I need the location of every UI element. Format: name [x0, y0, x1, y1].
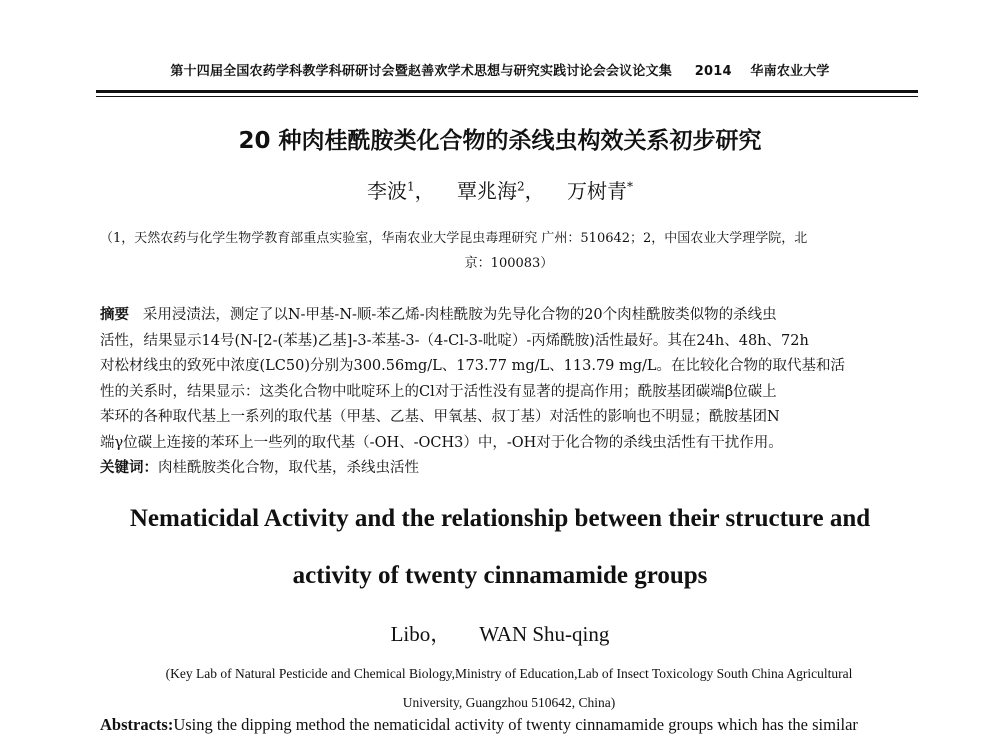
title-english [0, 505, 1000, 590]
abstract-en-line: Abstracts:Using the dipping method the nematicidal activity of twenty cinnamamide groups which has the similar [100, 715, 858, 734]
abstract-english [100, 712, 918, 737]
header-rule-thin [96, 96, 918, 97]
authors-chinese [0, 175, 1000, 204]
affiliation-en-line-1: (Key Lab of Natural Pesticide and Chemical Biology,Ministry of Education,Lab of Insect Toxicology South China Agricultural [165, 666, 853, 681]
title-en-line-1: Nematicidal Activity and the relationship between their structure and [129, 505, 871, 532]
affiliation-chinese [100, 226, 918, 276]
title-en-line-2: activity of twenty cinnamamide groups [292, 562, 708, 589]
author-cn-1: 李波$^1$， [367, 179, 435, 203]
conference-name: 第十四届全国农药学科教学科研研讨会暨赵善欢学术思想与研究实践讨论会会议论文集 [170, 64, 672, 79]
author-en-2: WAN Shu-qing [479, 622, 610, 646]
abstract-cn-line: 活性，结果显示14号(N-[2-(苯基)乙基]-3-苯基-3-（4-Cl-3-吡啶）-丙烯酰胺)活性最好。其在24h、48h、72h [100, 332, 809, 349]
keywords-cn-label: 关键词： [100, 460, 158, 476]
abstract-cn-line: 苯环的各种取代基上一系列的取代基（甲基、乙基、甲氧基、叔丁基）对活性的影响也不明显；酰胺基团N [100, 409, 780, 425]
host-institution: 华南农业大学 [750, 64, 830, 79]
affiliation-cn-line-2: 京：100083） [464, 256, 554, 271]
abstract-cn-label: 摘要 [100, 307, 129, 323]
abstract-cn-line: 对松材线虫的致死中浓度(LC50)分别为300.56mg/L、173.77 mg/L、113.79 mg/L。在比较化合物的取代基和活 [100, 358, 846, 374]
author-en-1: Libo， [390, 622, 452, 646]
keywords-cn [100, 456, 918, 482]
keywords-cn-text: 肉桂酰胺类化合物，取代基，杀线虫活性 [158, 460, 419, 476]
conference-year: 2014 [694, 64, 732, 79]
abstract-cn-line: 性的关系时，结果显示：这类化合物中吡啶环上的Cl对于活性没有显著的提高作用；酰胺基团碳端β位碳上 [100, 383, 777, 400]
authors-english [0, 618, 1000, 648]
affiliation-english [100, 659, 918, 717]
running-header [0, 60, 1000, 79]
header-rule-thick [96, 90, 918, 93]
abstract-chinese [100, 303, 918, 482]
abstract-en-label: Abstracts: [100, 715, 174, 734]
author-cn-2: 覃兆海$^2$， [457, 179, 545, 203]
title-chinese: 20 种肉桂酰胺类化合物的杀线虫构效关系初步研究 [238, 128, 762, 154]
abstract-cn-line: 端γ位碳上连接的苯环上一些列的取代基（-OH、-OCH3）中，-OH对于化合物的杀线虫活性有干扰作用。 [100, 434, 783, 451]
author-cn-3: 万树青* [567, 179, 633, 203]
abstract-cn-line: 摘要 采用浸渍法，测定了以N-甲基-N-顺-苯乙烯-肉桂酰胺为先导化合物的20个肉桂酰胺类似物的杀线虫 [100, 307, 777, 323]
affiliation-en-line-2: University, Guangzhou 510642, China) [402, 695, 616, 710]
affiliation-cn-line-1: （1，天然农药与化学生物学教育部重点实验室，华南农业大学昆虫毒理研究 广州：510642；2，中国农业大学理学院，北 [100, 231, 808, 246]
